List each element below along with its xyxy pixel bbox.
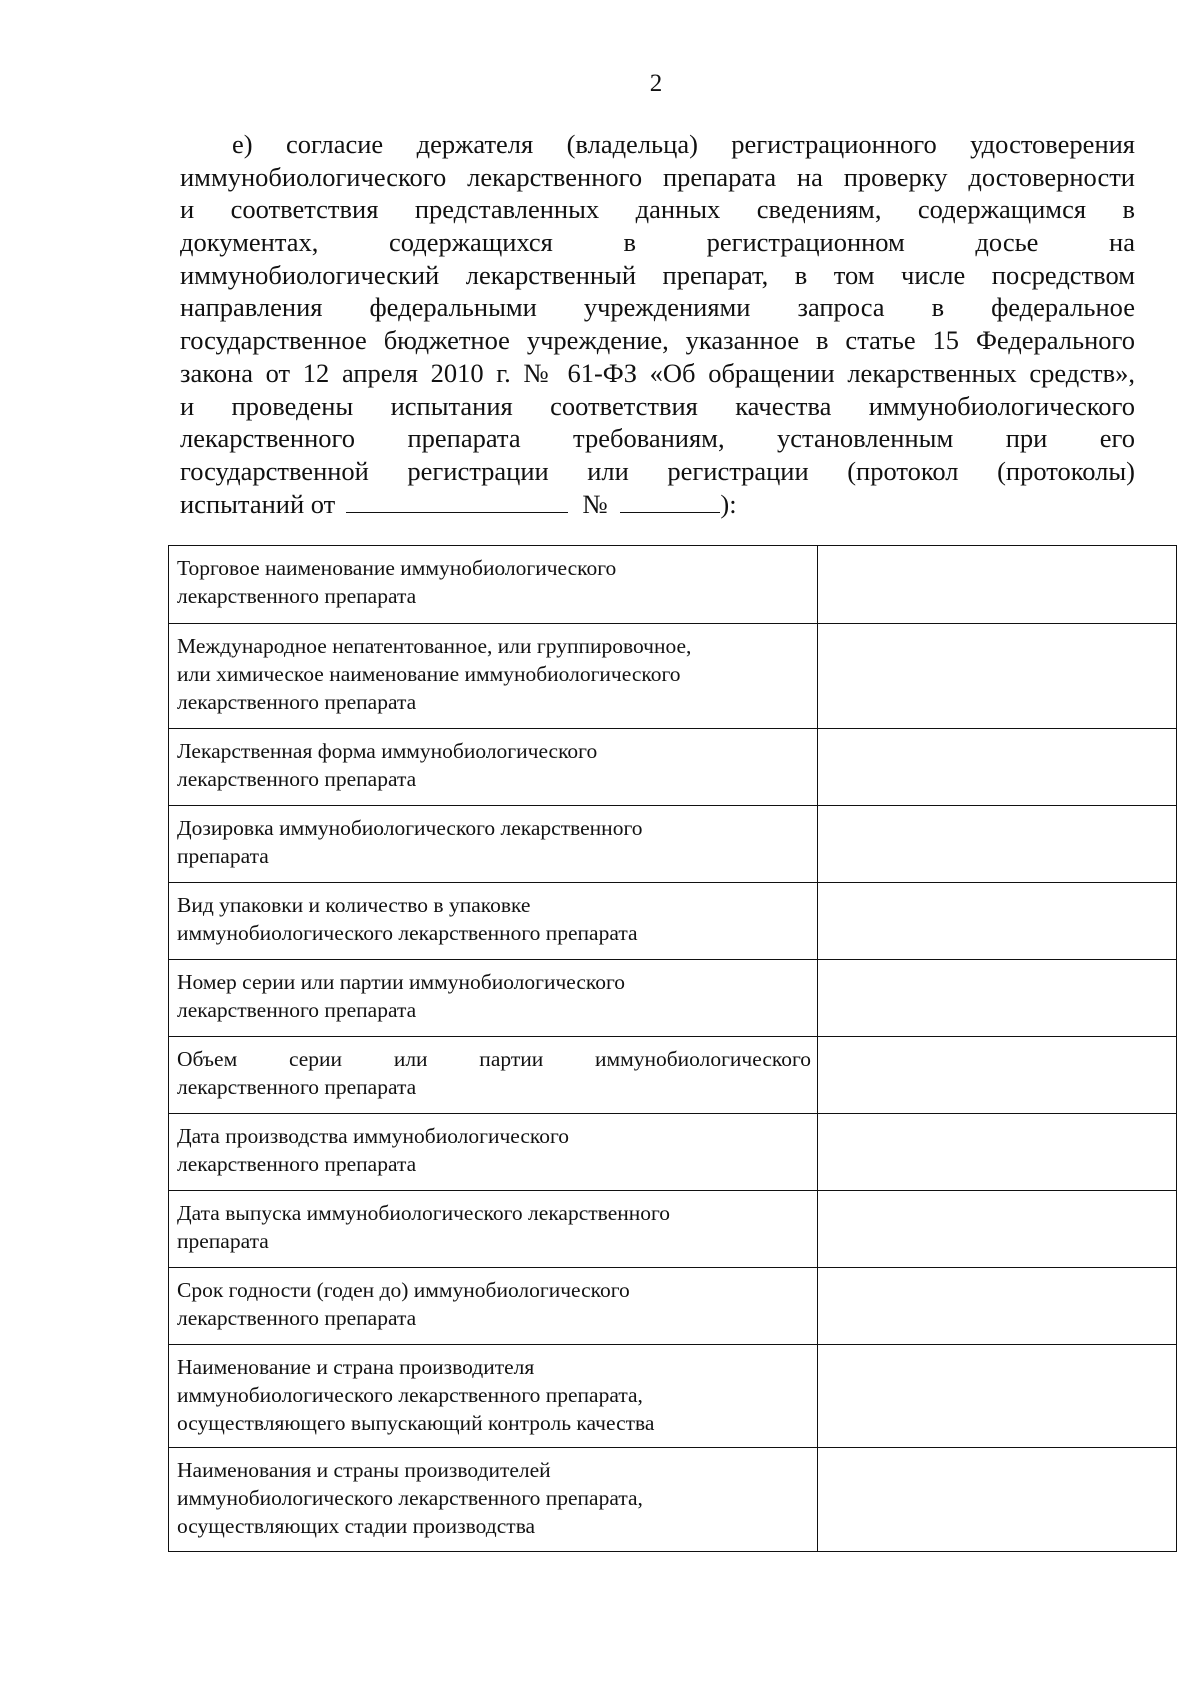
row-label: [169, 1448, 818, 1552]
row-label-line: иммунобиологического лекарственного препарата,: [177, 1486, 643, 1510]
paragraph-line: направления федеральными учреждениями запроса в федеральное: [180, 292, 1135, 323]
row-label-line: Дата выпуска иммунобиологического лекарственного: [177, 1201, 671, 1225]
table-row: [169, 960, 1177, 1037]
row-value[interactable]: [818, 1268, 1177, 1345]
table-row: [169, 883, 1177, 960]
row-label-line: осуществляющих стадии производства: [177, 1514, 536, 1538]
paragraph-line: иммунобиологического лекарственного препарата на проверку достоверности: [180, 161, 1135, 192]
protocol-line: [180, 488, 1135, 521]
row-label-line: Номер серии или партии иммунобиологического: [177, 970, 626, 994]
row-label: [169, 546, 818, 624]
row-label-line: лекарственного препарата: [177, 767, 417, 791]
paragraph-line: закона от 12 апреля 2010 г. № 61-ФЗ «Об обращении лекарственных средств»,: [180, 357, 1135, 388]
paragraph-line: государственное бюджетное учреждение, указанное в статье 15 Федерального: [180, 325, 1135, 356]
row-label: [169, 729, 818, 806]
row-label-line: Объем серии или партии иммунобиологического: [177, 1047, 811, 1071]
paragraph-line: и проведены испытания соответствия качества иммунобиологического: [180, 390, 1135, 421]
row-label-line: осуществляющего выпускающий контроль качества: [177, 1411, 655, 1435]
row-label-line: Дозировка иммунобиологического лекарственного: [177, 816, 643, 840]
row-label-line: лекарственного препарата: [177, 584, 417, 608]
row-label-line: Лекарственная форма иммунобиологического: [177, 739, 598, 763]
row-label-line: лекарственного препарата: [177, 1306, 417, 1330]
protocol-number-blank[interactable]: [620, 488, 720, 513]
table-row: [169, 546, 1177, 624]
page-number: 2: [649, 70, 663, 97]
row-label-line: или химическое наименование иммунобиологического: [177, 662, 681, 686]
row-label-line: Дата производства иммунобиологического: [177, 1124, 570, 1148]
row-value[interactable]: [818, 806, 1177, 883]
row-label-line: Вид упаковки и количество в упаковке: [177, 893, 531, 917]
row-label: [169, 1345, 818, 1448]
row-value[interactable]: [818, 1345, 1177, 1448]
paragraph-line: лекарственного препарата требованиям, установленным при его: [180, 423, 1135, 454]
row-label-line: лекарственного препарата: [177, 1075, 417, 1099]
row-value[interactable]: [818, 883, 1177, 960]
paragraph-line: и соответствия представленных данных сведениям, содержащимся в: [180, 194, 1135, 225]
table-row: [169, 1448, 1177, 1552]
row-label-line: иммунобиологического лекарственного препарата,: [177, 1383, 643, 1407]
protocol-prefix: испытаний от: [180, 488, 336, 519]
row-label: [169, 1268, 818, 1345]
drug-info-table: [168, 545, 1177, 1552]
row-label-line: лекарственного препарата: [177, 1152, 417, 1176]
row-value[interactable]: [818, 624, 1177, 729]
paragraph-line: иммунобиологический лекарственный препарат, в том числе посредством: [180, 259, 1135, 290]
row-label-line: Наименования и страны производителей: [177, 1458, 551, 1482]
row-label-line: лекарственного препарата: [177, 998, 417, 1022]
row-label-line: Срок годности (годен до) иммунобиологического: [177, 1278, 630, 1302]
row-label-line: иммунобиологического лекарственного препарата: [177, 921, 638, 945]
row-value[interactable]: [818, 729, 1177, 806]
paragraph-line: документах, содержащихся в регистрационном досье на: [180, 227, 1135, 258]
row-value[interactable]: [818, 1191, 1177, 1268]
table-row: [169, 1037, 1177, 1114]
table-row: [169, 1191, 1177, 1268]
row-label: [169, 1191, 818, 1268]
row-label: [169, 883, 818, 960]
row-label-line: лекарственного препарата: [177, 690, 417, 714]
number-sign: №: [582, 488, 608, 519]
protocol-suffix: ):: [720, 488, 737, 519]
row-label-line: Наименование и страна производителя: [177, 1355, 535, 1379]
table-row: [169, 1345, 1177, 1448]
row-value[interactable]: [818, 1037, 1177, 1114]
protocol-date-blank[interactable]: [346, 488, 568, 513]
paragraph-line: государственной регистрации или регистрации (протокол (протоколы): [180, 455, 1135, 486]
table-row: [169, 806, 1177, 883]
paragraph-line: е) согласие держателя (владельца) регистрационного удостоверения: [232, 129, 1135, 159]
table-row: [169, 729, 1177, 806]
table-row: [169, 1114, 1177, 1191]
row-label: [169, 806, 818, 883]
row-label: [169, 1037, 818, 1114]
row-label-line: Торговое наименование иммунобиологического: [177, 556, 617, 580]
row-label-line: Международное непатентованное, или группировочное,: [177, 634, 692, 658]
row-label: [169, 1114, 818, 1191]
row-label: [169, 960, 818, 1037]
row-label-line: препарата: [177, 844, 269, 868]
row-value[interactable]: [818, 546, 1177, 624]
row-label: [169, 624, 818, 729]
row-value[interactable]: [818, 1448, 1177, 1552]
row-label-line: препарата: [177, 1229, 269, 1253]
row-value[interactable]: [818, 1114, 1177, 1191]
row-value[interactable]: [818, 960, 1177, 1037]
consent-paragraph: [180, 128, 1135, 520]
table-row: [169, 1268, 1177, 1345]
table-row: [169, 624, 1177, 729]
